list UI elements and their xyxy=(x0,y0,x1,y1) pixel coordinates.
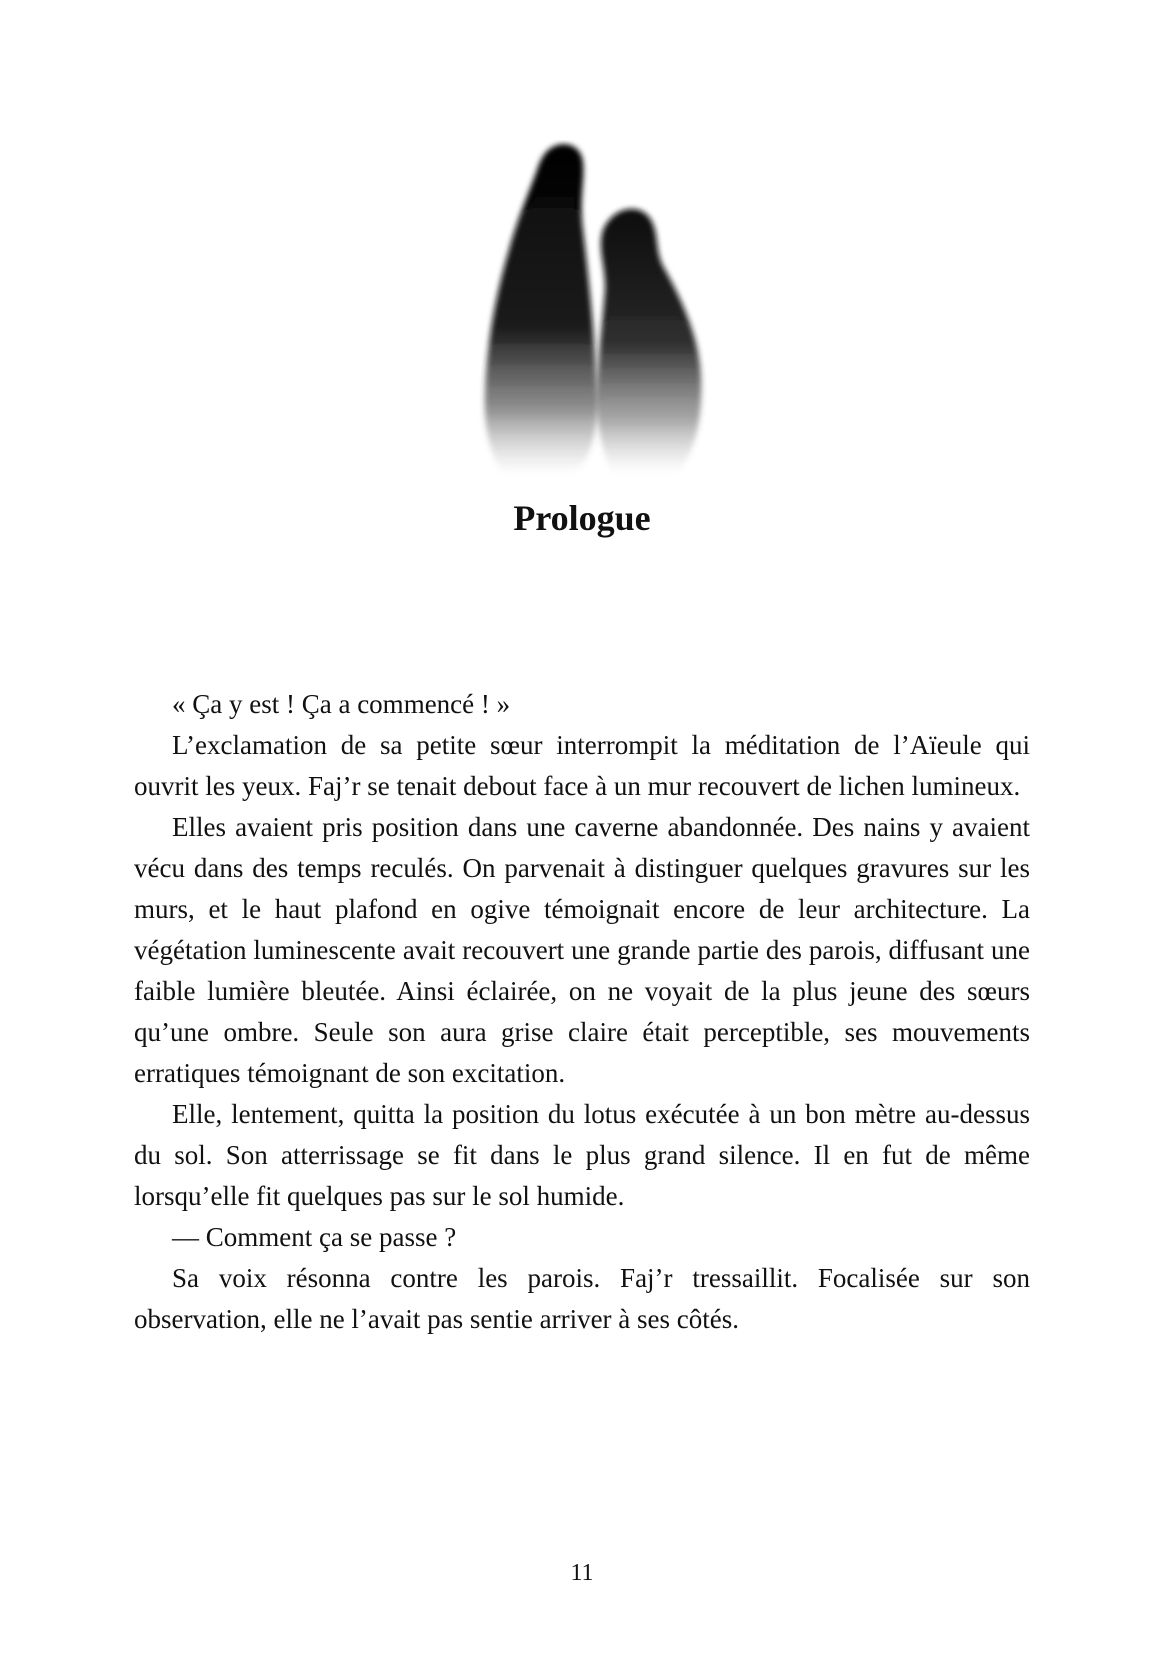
chapter-title: Prologue xyxy=(513,498,651,538)
chapter-body-text xyxy=(134,684,1030,1340)
paragraph: Sa voix résonna contre les parois. Faj’r tressaillit. Focalisée sur son observation, elle ne l’avait pas sentie arriver à ses côtés. xyxy=(134,1263,1030,1334)
paragraph: « Ça y est ! Ça a commencé ! » xyxy=(172,689,511,719)
paragraph: Elle, lentement, quitta la position du lotus exécutée à un bon mètre au-dessus du sol. Son atterrissage se fit dans le plus grand silence. Il en fut de même lorsqu’elle fit quelques pas sur le sol humide. xyxy=(134,1099,1030,1211)
hooded-figures-icon xyxy=(463,140,721,476)
paragraph: Elles avaient pris position dans une caverne abandonnée. Des nains y avaient vécu dans des temps reculés. On parvenait à distinguer quelques gravures sur les murs, et le haut plafond en ogive témoignait encore de leur architecture. La végétation luminescente avait recouvert une grande partie des parois, diffusant une faible lumière bleutée. Ainsi éclairée, on ne voyait de la plus jeune des sœurs qu’une ombre. Seule son aura grise claire était perceptible, ses mouvements erratiques témoignant de son excitation. xyxy=(134,812,1030,1088)
tall-figure-shape xyxy=(485,144,598,474)
paragraph: L’exclamation de sa petite sœur interrompit la méditation de l’Aïeule qui ouvrit les yeux. Faj’r se tenait debout face à un mur recouvert de lichen lumineux. xyxy=(134,730,1030,801)
page-number: 11 xyxy=(570,1560,594,1586)
chapter-illustration-two-hooded-figures xyxy=(463,140,721,476)
paragraph: — Comment ça se passe ? xyxy=(172,1222,457,1252)
short-figure-shape xyxy=(597,209,702,474)
